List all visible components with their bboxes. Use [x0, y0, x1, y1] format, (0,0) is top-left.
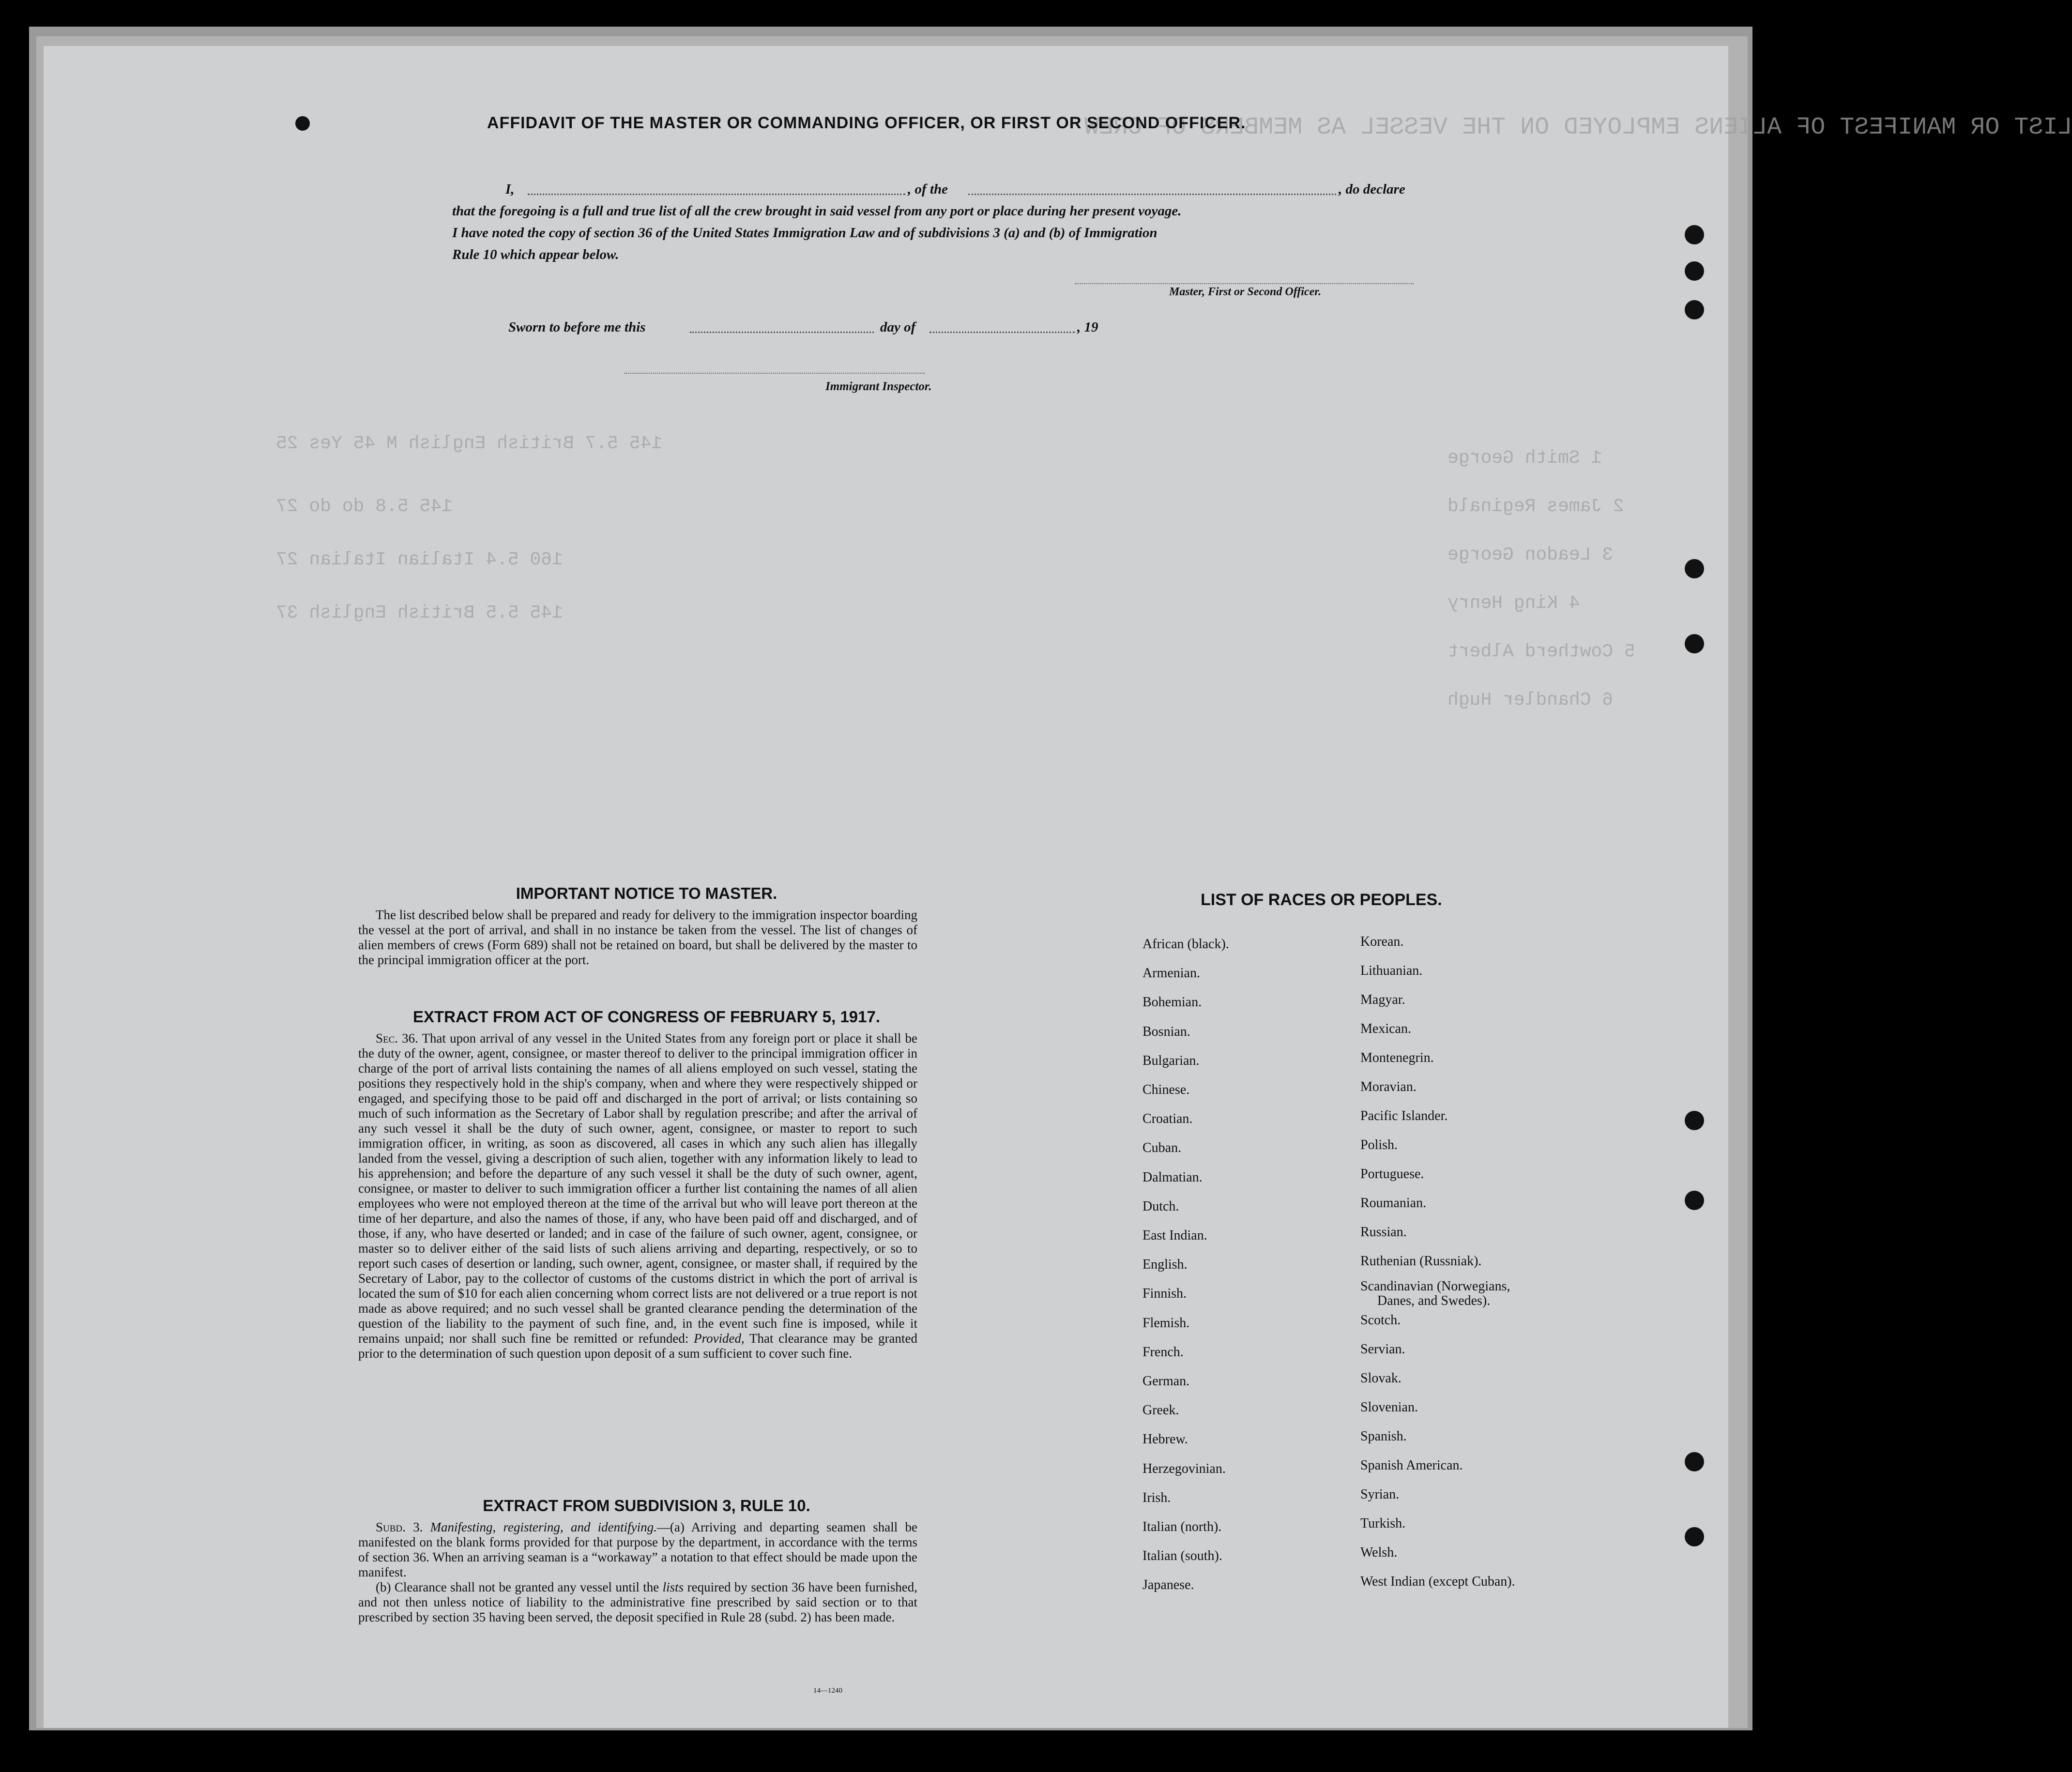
- rule-title: EXTRACT FROM SUBDIVISION 3, RULE 10.: [483, 1497, 810, 1515]
- act-title: EXTRACT FROM ACT OF CONGRESS OF FEBRUARY 5, 1917.: [412, 1008, 881, 1026]
- punch-hole: [1685, 1527, 1704, 1546]
- document-sheet: [44, 46, 2072, 1728]
- race-item: Irish.: [1143, 1490, 1171, 1505]
- race-item: Korean.: [1360, 934, 1404, 949]
- race-item: Bohemian.: [1143, 995, 1202, 1010]
- race-item: Lithuanian.: [1360, 963, 1423, 978]
- race-item: Slovenian.: [1360, 1400, 1418, 1415]
- name-blank[interactable]: [528, 194, 905, 195]
- race-item: Spanish American.: [1360, 1458, 1463, 1473]
- punch-hole: [1685, 1191, 1704, 1210]
- race-item: African (black).: [1143, 937, 1229, 952]
- race-item: English.: [1143, 1257, 1188, 1272]
- rule-lists-word: lists: [662, 1580, 684, 1594]
- inspector-signature-line[interactable]: [625, 373, 925, 374]
- punch-hole: [1685, 634, 1704, 653]
- act-text: That upon arrival of any vessel in the United States from any foreign port or place it shall be the duty of the owner, agent, consignee, or master thereof to deliver to the principal immigration officer in charge of the port of arrival lists containing the names of all aliens employed on such vessel, stating the positions they respectively hold in the ship's company, when and where they were respectively shipped or engaged, and specifying those to be paid off and discharged in the port of arrival; or lists containing so much of such information as the Secretary of Labor shall by regulation prescribe; and after the arrival of any such vessel it shall be the duty of such owner, agent, consignee, or master to report to such immigration officer, in writing, as soon as discovered, all cases in which any such alien has illegally landed from the vessel, giving a description of such alien, together with any information likely to lead to his apprehension; and before the departure of any such vessel it shall be the duty of such owner, agent, consignee, or master to deliver to such immigration officer a further list containing the names of all alien employees who were not employed thereon at the time of the arrival but who will leave port thereon at the time of her departure, and also the names of those, if any, who have been paid off and discharged, and of those, if any, who have deserted or landed; and in case of the failure of such owner, agent, consignee, or master so to deliver either of the said lists of such aliens arriving and departing, respectively, or so to report such cases of desertion or landing, such owner, agent, consignee, or master shall, if required by the Secretary of Labor, pay to the collector of customs of the customs district in which the port of arrival is located the sum of $10 for each alien concerning whom correct lists are not delivered or a true report is not made as above required; and no such vessel shall be granted clearance pending the determination of the question of the liability to the payment of such fine, and, in the event such fine is imposed, while it remains unpaid; nor shall such fine be remitted or refunded:: [358, 1031, 917, 1346]
- punch-hole: [1685, 300, 1704, 319]
- bleed-through-text: 1 Smith George: [1447, 448, 1602, 469]
- race-item: Portuguese.: [1360, 1166, 1424, 1181]
- form-number: 14—1240: [813, 1687, 842, 1695]
- race-item: Finnish.: [1143, 1286, 1187, 1302]
- races-title: LIST OF RACES OR PEOPLES.: [1201, 891, 1442, 909]
- affidavit-body-line3: Rule 10 which appear below.: [452, 247, 619, 262]
- punch-hole: [1685, 261, 1704, 281]
- race-item: Italian (north).: [1143, 1519, 1222, 1534]
- race-item: Spanish.: [1360, 1429, 1407, 1444]
- punch-hole: [1685, 1111, 1704, 1130]
- race-item: Pacific Islander.: [1360, 1108, 1448, 1123]
- race-item: Welsh.: [1360, 1545, 1398, 1560]
- vessel-blank[interactable]: [968, 194, 1336, 195]
- race-item: Ruthenian (Russniak).: [1360, 1254, 1482, 1269]
- race-item: Hebrew.: [1143, 1432, 1188, 1447]
- day-of-label: day of: [880, 319, 916, 335]
- affidavit-i-label: I,: [505, 182, 515, 197]
- sworn-label: Sworn to before me this: [508, 319, 646, 335]
- race-item: East Indian.: [1143, 1228, 1207, 1243]
- race-item: French.: [1143, 1344, 1184, 1360]
- race-item: Polish.: [1360, 1137, 1398, 1152]
- race-item: Scotch.: [1360, 1313, 1401, 1328]
- race-item: Bulgarian.: [1143, 1053, 1200, 1068]
- race-item: Turkish.: [1360, 1516, 1406, 1531]
- act-text-end: That clearance may be granted prior to the determination of such question upon deposit of a sum sufficient to cover such fine.: [358, 1331, 918, 1361]
- punch-hole: [1685, 559, 1704, 578]
- bleed-through-text: 145 5.5 British English 37: [276, 603, 563, 623]
- bleed-through-text: 160 5.4 Italian Italian 27: [276, 549, 563, 570]
- race-item: Scandinavian (Norwegians,: [1360, 1279, 1510, 1294]
- race-item: Slovak.: [1360, 1371, 1402, 1386]
- punch-hole: [1685, 1452, 1704, 1471]
- ink-blot: [295, 116, 310, 131]
- race-item: Italian (south).: [1143, 1548, 1222, 1564]
- rule-text-a: —(a) Arriving and departing seamen shall be manifested on the blank forms provided for that purpose by the department, in accordance with the terms of section 36. When an arriving seaman is a “workaway” a notation to that effect should be made upon the manifest.: [358, 1520, 917, 1579]
- notice-text: The list described below shall be prepared and ready for delivery to the immigration inspector boarding the vessel at the port of arrival, and shall in no instance be taken from the vessel. The list of changes of alien members of crews (Form 689) shall not be retained on board, but shall be delivered by the master to the principal immigration officer at the port.: [358, 908, 917, 967]
- race-item: Chinese.: [1143, 1082, 1190, 1097]
- bleed-through-text: 4 King Henry: [1447, 593, 1580, 614]
- race-item: Mexican.: [1360, 1021, 1411, 1036]
- year-label: , 19: [1077, 319, 1098, 335]
- race-item: Bosnian.: [1143, 1024, 1190, 1039]
- act-provided-label: Provided,: [694, 1331, 745, 1346]
- notice-title: IMPORTANT NOTICE TO MASTER.: [516, 884, 777, 902]
- bleed-through-text: 2 James Reginald: [1447, 496, 1624, 517]
- race-item: Dutch.: [1143, 1198, 1179, 1214]
- race-item: Magyar.: [1360, 992, 1405, 1007]
- affidavit-of-the-label: , of the: [908, 182, 948, 197]
- rule-text-b-start: (b) Clearance shall not be granted any vessel until the: [376, 1580, 659, 1594]
- race-item: Servian.: [1360, 1342, 1405, 1357]
- bleed-through-text: 145 5.7 British English M 45 Yes 25: [276, 433, 663, 454]
- race-item: Herzegovinian.: [1143, 1461, 1226, 1476]
- bleed-through-text: 3 Leadon George: [1447, 545, 1614, 565]
- notice-section: [358, 886, 917, 968]
- bleed-through-text: LIST OR MANIFEST OF ALIENS EMPLOYED ON THE VESSEL AS MEMBERS OF CREW: [1084, 114, 2072, 141]
- race-item: Roumanian.: [1360, 1196, 1427, 1211]
- sworn-month-blank[interactable]: [929, 332, 1075, 333]
- race-item: Dalmatian.: [1143, 1169, 1203, 1185]
- race-item: German.: [1143, 1374, 1190, 1389]
- bleed-through-text: 145 5.8 do do 27: [276, 496, 453, 517]
- race-item: Russian.: [1360, 1225, 1407, 1240]
- master-signature-line[interactable]: [1075, 283, 1414, 284]
- race-item: West Indian (except Cuban).: [1360, 1574, 1515, 1589]
- bleed-through-text: 6 Chandler Hugh: [1447, 690, 1614, 711]
- race-item: Flemish.: [1143, 1315, 1190, 1331]
- race-item: Syrian.: [1360, 1487, 1400, 1502]
- bleed-through-text: 5 Cowtherd Albert: [1447, 641, 1635, 662]
- affidavit-body-line2: I have noted the copy of section 36 of the United States Immigration Law and of subdivisions 3 (a) and (b) of Immigration: [452, 225, 1158, 241]
- race-item: Montenegrin.: [1360, 1050, 1434, 1065]
- race-item: Armenian.: [1143, 966, 1200, 981]
- race-item: Danes, and Swedes).: [1377, 1293, 1491, 1308]
- affidavit-body-line1: that the foregoing is a full and true list of all the crew brought in said vessel from any port or place during her present voyage.: [452, 203, 1182, 219]
- affidavit-title: AFFIDAVIT OF THE MASTER OR COMMANDING OFFICER, OR FIRST OR SECOND OFFICER.: [487, 114, 1246, 132]
- master-signature-label: Master, First or Second Officer.: [1169, 286, 1322, 298]
- race-item: Greek.: [1143, 1403, 1179, 1418]
- affidavit-declare-label: , do declare: [1339, 182, 1405, 197]
- race-item: Moravian.: [1360, 1079, 1417, 1094]
- rule-section: [358, 1498, 917, 1625]
- inspector-label: Immigrant Inspector.: [825, 380, 932, 393]
- rule-text-b-end: required by section 36 have been furnished, and not then unless notice of liability to the administrative fine prescribed by said section or to that prescribed by section 35 having been served, the deposit specified in Rule 28 (subd. 2) has been made.: [358, 1580, 918, 1624]
- act-section: [358, 1009, 917, 1361]
- race-item: Croatian.: [1143, 1111, 1193, 1127]
- rule-subd-heading: Manifesting, registering, and identifying.: [430, 1520, 657, 1534]
- punch-hole: [1685, 225, 1704, 244]
- rule-subd-label: Subd. 3.: [376, 1520, 423, 1534]
- sworn-day-blank[interactable]: [690, 332, 874, 333]
- race-item: Japanese.: [1143, 1577, 1194, 1593]
- act-sec-label: Sec. 36.: [376, 1031, 418, 1045]
- race-item: Cuban.: [1143, 1140, 1182, 1156]
